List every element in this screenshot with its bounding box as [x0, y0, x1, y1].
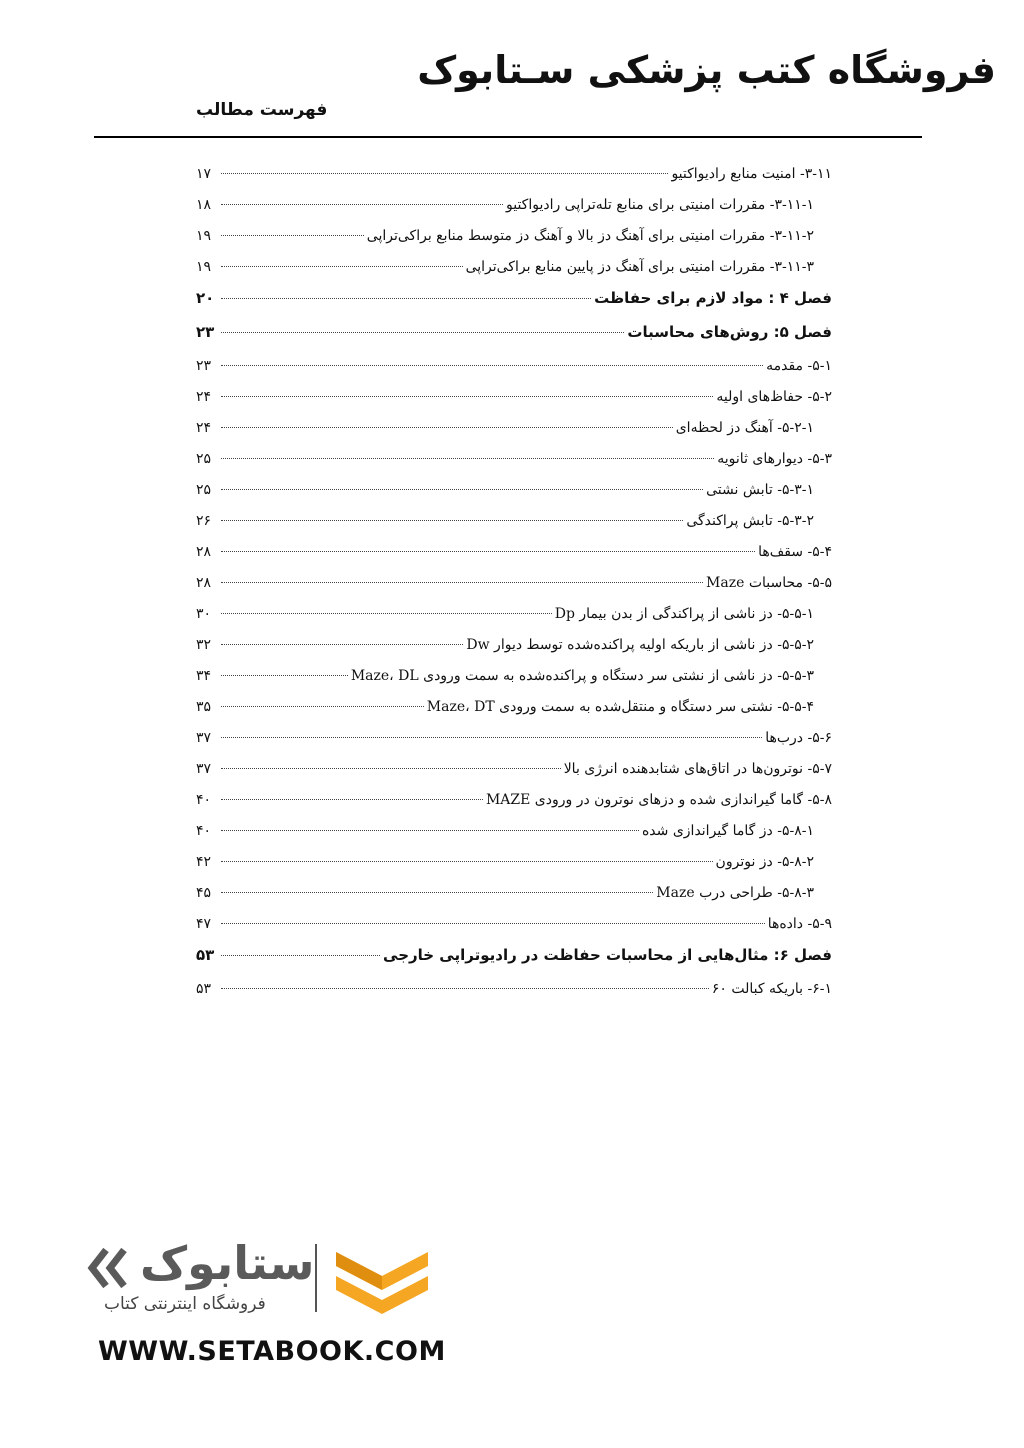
toc-row	[196, 759, 832, 779]
dot-leader	[221, 955, 380, 956]
toc-entry-title: ۵-۱- مقدمه	[766, 358, 832, 374]
logo-url: WWW.SETABOOK.COM	[98, 1336, 446, 1367]
logo-tagline: فروشگاه اینترنتی کتاب	[104, 1294, 266, 1314]
toc-row	[196, 573, 832, 593]
dot-leader	[221, 458, 714, 459]
toc-row	[196, 257, 832, 277]
toc-page-number: ۵۳	[196, 981, 212, 997]
toc-entry-title: ۵-۵- محاسبات Maze	[706, 575, 832, 591]
dot-leader	[221, 365, 763, 366]
dot-leader	[221, 582, 703, 583]
toc-row	[196, 164, 832, 184]
toc-page-number: ۳۷	[196, 761, 212, 777]
toc-entry-title: ۳-۱۱-۱- مقررات امنیتی برای منابع تله‌تراپی رادیواکتیو	[505, 197, 814, 213]
dot-leader	[221, 520, 683, 521]
dot-leader	[221, 706, 424, 707]
toc-row	[196, 542, 832, 562]
toc-row	[196, 387, 832, 407]
book-stack-icon	[332, 1242, 432, 1322]
toc-page-number: ۳۴	[196, 668, 212, 684]
dot-leader	[221, 266, 463, 267]
toc-page-number: ۵۳	[196, 946, 215, 964]
table-of-contents	[196, 164, 832, 1010]
toc-entry-title: ۳-۱۱-۲- مقررات امنیتی برای آهنگ دز بالا و آهنگ دز متوسط منابع براکی‌تراپی	[366, 228, 814, 244]
toc-page-number: ۳۷	[196, 730, 212, 746]
toc-entry-title: ۵-۸-۲- دز نوترون	[715, 854, 814, 870]
dot-leader	[221, 737, 762, 738]
toc-row	[196, 226, 832, 246]
toc-entry-title: ۵-۳-۱- تابش نشتی	[706, 482, 814, 498]
toc-page-number: ۲۵	[196, 482, 212, 498]
dot-leader	[221, 644, 463, 645]
toc-page-number: ۴۰	[196, 823, 212, 839]
dot-leader	[221, 298, 591, 299]
toc-entry-title: ۵-۸-۳- طراحی درب Maze	[656, 885, 814, 901]
toc-row	[196, 604, 832, 624]
toc-page-number: ۱۷	[196, 166, 212, 182]
toc-entry-title: ۵-۵-۲- دز ناشی از باریکه اولیه پراکنده‌شده توسط دیوار Dw	[466, 637, 814, 653]
dot-leader	[221, 332, 624, 333]
toc-row	[196, 356, 832, 376]
toc-page-number: ۲۴	[196, 420, 212, 436]
toc-page-number: ۱۸	[196, 197, 212, 213]
toc-entry-title: ۵-۵-۳- دز ناشی از نشتی سر دستگاه و پراکنده‌شده به سمت ورودی Maze، DL	[350, 668, 814, 684]
toc-page-number: ۳۰	[196, 606, 212, 622]
toc-entry-title: ۵-۲- حفاظ‌های اولیه	[716, 389, 832, 405]
dot-leader	[221, 799, 483, 800]
toc-row	[196, 852, 832, 872]
dot-leader	[221, 204, 503, 205]
toc-entry-title: ۵-۷- نوترون‌ها در اتاق‌های شتابدهنده انرژی بالا	[563, 761, 832, 777]
toc-entry-title: ۵-۸- گاما گیراندازی شده و دزهای نوترون در ورودی MAZE	[485, 792, 832, 808]
toc-chapter-row	[196, 945, 832, 965]
toc-page-number: ۱۹	[196, 228, 212, 244]
dot-leader	[221, 675, 348, 676]
setabook-logo	[80, 1236, 446, 1376]
toc-page-number: ۱۹	[196, 259, 212, 275]
toc-entry-title: ۵-۴- سقف‌ها	[758, 544, 832, 560]
toc-entry-title: ۵-۳- دیوارهای ثانویه	[717, 451, 832, 467]
toc-row	[196, 195, 832, 215]
toc-entry-title: ۶-۱- باریکه کبالت ۶۰	[711, 981, 832, 997]
toc-row	[196, 914, 832, 934]
toc-heading: فهرست مطالب	[196, 100, 328, 120]
double-chevron-icon	[86, 1246, 132, 1290]
toc-page-number: ۲۸	[196, 575, 212, 591]
toc-page-number: ۲۶	[196, 513, 212, 529]
dot-leader	[221, 861, 713, 862]
toc-page-number: ۲۴	[196, 389, 212, 405]
toc-entry-title: فصل ۶: مثال‌هایی از محاسبات حفاظت در رادیوتراپی خارجی	[383, 946, 832, 964]
toc-entry-title: ۳-۱۱- امنیت منابع رادیواکتیو	[671, 166, 832, 182]
toc-entry-title: فصل ۴ : مواد لازم برای حفاظت	[594, 289, 832, 307]
toc-entry-title: ۵-۲-۱- آهنگ دز لحظه‌ای	[675, 420, 814, 436]
logo-divider	[315, 1244, 317, 1312]
toc-page-number: ۴۷	[196, 916, 212, 932]
dot-leader	[221, 489, 703, 490]
toc-row	[196, 979, 832, 999]
toc-entry-title: ۵-۵-۱- دز ناشی از پراکندگی از بدن بیمار Dp	[554, 606, 814, 622]
toc-entry-title: ۵-۶- درب‌ها	[765, 730, 832, 746]
dot-leader	[221, 396, 713, 397]
toc-entry-title: ۵-۸-۱- دز گاما گیراندازی شده	[641, 823, 814, 839]
dot-leader	[221, 235, 364, 236]
toc-entry-title: ۳-۱۱-۳- مقررات امنیتی برای آهنگ دز پایین منابع براکی‌تراپی	[465, 259, 814, 275]
toc-entry-title: ۵-۵-۴- نشتی سر دستگاه و منتقل‌شده به سمت ورودی Maze، DT	[426, 699, 814, 715]
toc-page-number: ۴۰	[196, 792, 212, 808]
toc-page-number: ۴۲	[196, 854, 212, 870]
toc-row	[196, 418, 832, 438]
toc-row	[196, 449, 832, 469]
toc-page-number: ۳۲	[196, 637, 212, 653]
toc-row	[196, 790, 832, 810]
toc-row	[196, 635, 832, 655]
toc-entry-title: فصل ۵: روش‌های محاسبات	[627, 323, 832, 341]
dot-leader	[221, 892, 653, 893]
dot-leader	[221, 551, 755, 552]
toc-row	[196, 821, 832, 841]
toc-row	[196, 883, 832, 903]
dot-leader	[221, 923, 765, 924]
toc-row	[196, 728, 832, 748]
toc-page-number: ۲۸	[196, 544, 212, 560]
toc-page-number: ۲۳	[196, 323, 215, 341]
toc-entry-title: ۵-۳-۲- تابش پراکندگی	[686, 513, 814, 529]
toc-row	[196, 511, 832, 531]
logo-wordmark: ستابوک	[140, 1236, 315, 1290]
toc-page-number: ۴۵	[196, 885, 212, 901]
toc-page-number: ۳۵	[196, 699, 212, 715]
toc-row	[196, 666, 832, 686]
toc-chapter-row	[196, 322, 832, 342]
dot-leader	[221, 613, 552, 614]
toc-row	[196, 697, 832, 717]
dot-leader	[221, 768, 561, 769]
toc-chapter-row	[196, 288, 832, 308]
dot-leader	[221, 988, 709, 989]
store-title: فروشگاه کتب پزشکی سـتابوک	[417, 48, 996, 92]
toc-page-number: ۲۳	[196, 358, 212, 374]
toc-entry-title: ۵-۹- داده‌ها	[767, 916, 832, 932]
toc-page-number: ۲۵	[196, 451, 212, 467]
toc-page-number: ۲۰	[196, 289, 215, 307]
header-rule	[94, 136, 922, 138]
dot-leader	[221, 830, 639, 831]
dot-leader	[221, 427, 673, 428]
dot-leader	[221, 173, 668, 174]
toc-row	[196, 480, 832, 500]
